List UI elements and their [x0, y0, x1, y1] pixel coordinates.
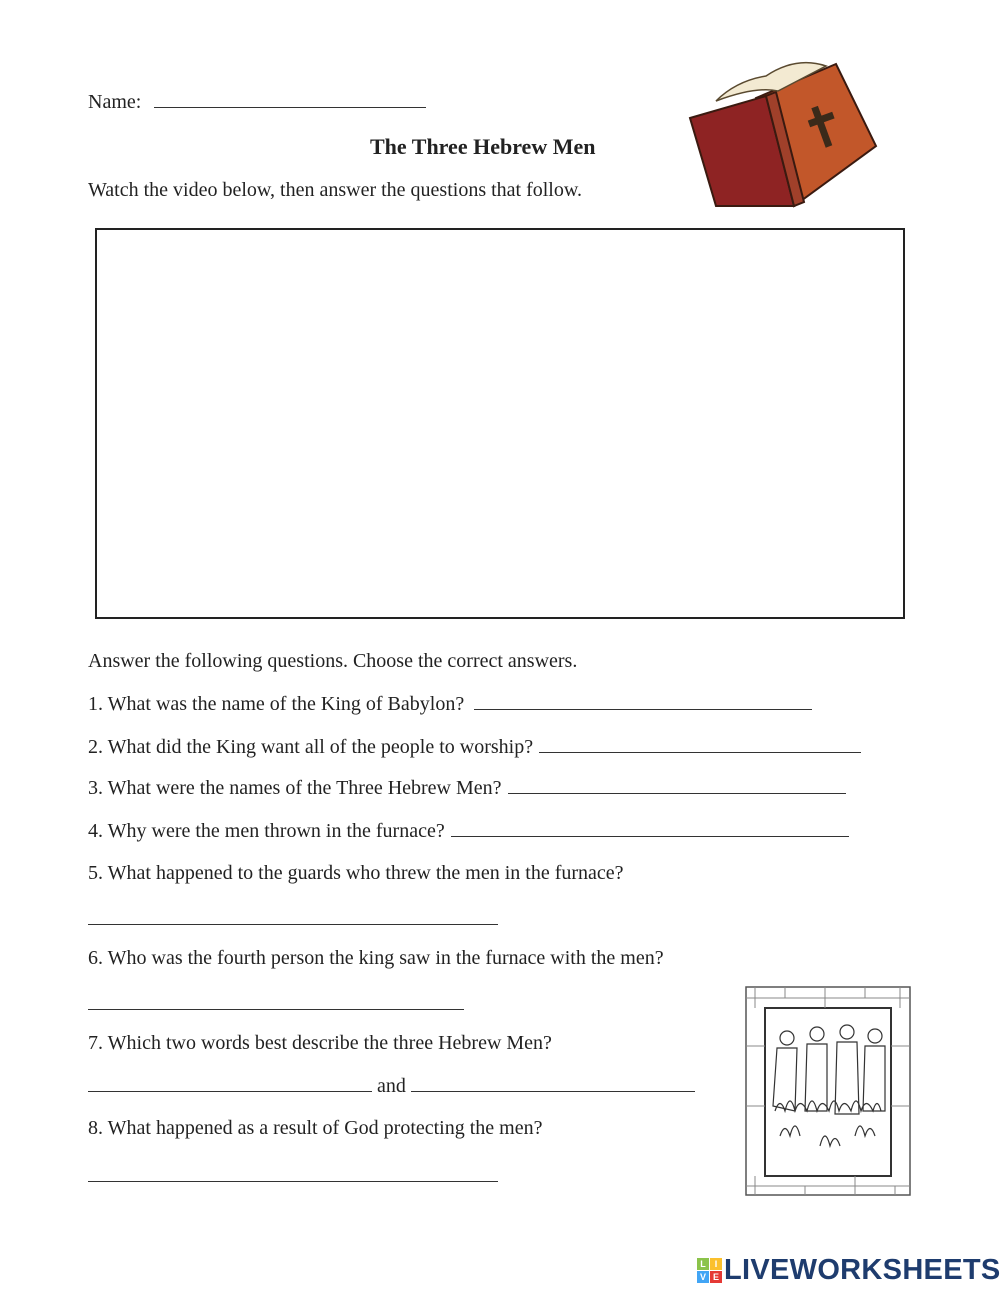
question-text: 1. What was the name of the King of Babylon? — [88, 693, 465, 715]
questions-intro: Answer the following questions. Choose the correct answers. — [88, 650, 578, 672]
furnace-illustration — [745, 986, 911, 1196]
answer-row-5 — [88, 906, 498, 931]
logo-text: LIVEWORKSHEETS — [724, 1254, 1000, 1286]
answer-row-6 — [88, 991, 464, 1016]
question-5: 5. What happened to the guards who threw the men in the furnace? — [88, 862, 624, 884]
question-7: 7. Which two words best describe the three Hebrew Men? — [88, 1032, 552, 1054]
logo-tile: L — [697, 1258, 709, 1270]
answer-field-2[interactable] — [539, 734, 861, 753]
question-text: 3. What were the names of the Three Hebrew Men? — [88, 777, 502, 799]
logo-tile: V — [697, 1271, 709, 1283]
logo-tile: E — [710, 1271, 722, 1283]
answer-field-5[interactable] — [88, 906, 498, 925]
logo-tile: I — [710, 1258, 722, 1270]
question-8: 8. What happened as a result of God protecting the men? — [88, 1117, 543, 1139]
answer-row-8 — [88, 1163, 498, 1188]
bible-illustration — [686, 56, 878, 214]
question-3 — [88, 775, 846, 800]
answer-field-7a[interactable] — [88, 1073, 372, 1092]
answer-row-7 — [88, 1073, 695, 1098]
liveworksheets-logo — [697, 1254, 1000, 1287]
answer-field-8[interactable] — [88, 1163, 498, 1182]
video-placeholder[interactable] — [95, 228, 905, 619]
question-1 — [88, 691, 812, 716]
name-row — [88, 89, 426, 114]
answer-field-7b[interactable] — [411, 1073, 695, 1092]
question-text: 4. Why were the men thrown in the furnace? — [88, 820, 445, 842]
question-6: 6. Who was the fourth person the king saw in the furnace with the men? — [88, 947, 664, 969]
instructions: Watch the video below, then answer the questions that follow. — [88, 179, 583, 201]
question-4 — [88, 818, 849, 843]
answer-field-4[interactable] — [451, 818, 849, 837]
name-label: Name: — [88, 91, 142, 113]
page-title: The Three Hebrew Men — [370, 134, 596, 159]
question-text: 2. What did the King want all of the people to worship? — [88, 736, 534, 758]
question-2 — [88, 734, 861, 759]
answer-field-3[interactable] — [508, 775, 846, 794]
name-field[interactable] — [154, 89, 426, 108]
answer-field-1[interactable] — [474, 691, 812, 710]
and-label: and — [377, 1075, 406, 1097]
logo-tiles — [697, 1258, 722, 1283]
answer-field-6[interactable] — [88, 991, 464, 1010]
